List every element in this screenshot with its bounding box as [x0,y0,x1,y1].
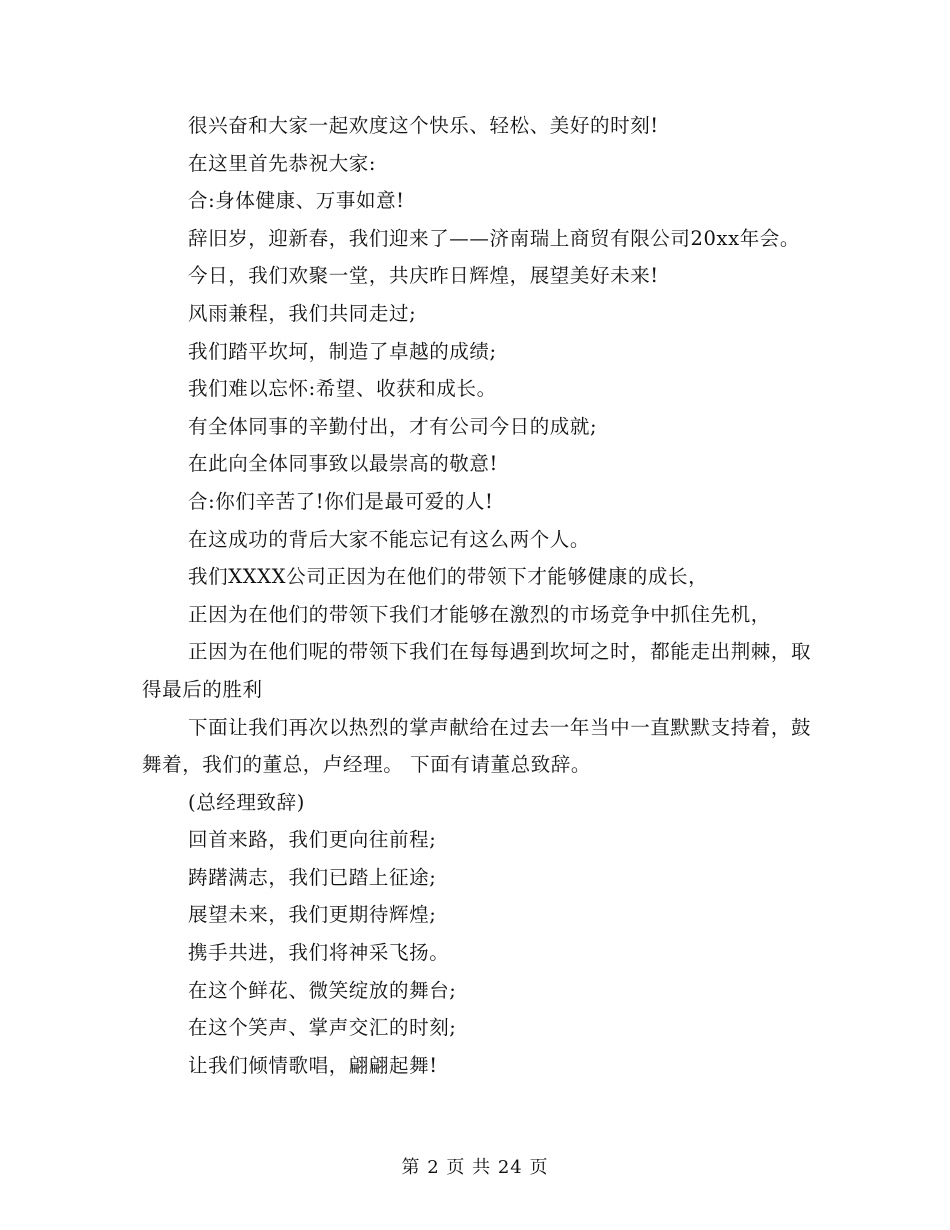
paragraph: 踌躇满志，我们已踏上征途; [188,865,437,889]
paragraph: 在这个鲜花、微笑绽放的舞台; [188,978,457,1002]
paragraph: 正因为在他们呢的带领下我们在每每遇到坎坷之时，都能走出荆棘，取得最后的胜利 [142,640,812,701]
page-number-footer: 第 2 页 共 24 页 [401,1157,549,1178]
paragraph: 展望未来，我们更期待辉煌; [188,903,437,927]
paragraph: 在这里首先恭祝大家: [188,151,377,175]
paragraph: 辞旧岁，迎新春，我们迎来了——济南瑞上商贸有限公司20xx年会。 [188,226,801,250]
paragraph: 很兴奋和大家一起欢度这个快乐、轻松、美好的时刻! [188,114,659,137]
paragraph: 今日，我们欢聚一堂，共庆昨日辉煌，展望美好未来! [188,264,659,288]
paragraph: 携手共进，我们将神采飞扬。 [188,941,450,965]
paragraph: (总经理致辞) [188,790,305,814]
paragraph: 在这个笑声、掌声交汇的时刻; [188,1016,457,1040]
paragraph: 在这成功的背后大家不能忘记有这么两个人。 [188,527,591,551]
paragraph: 让我们倾情歌唱，翩翩起舞! [188,1053,438,1077]
paragraph: 风雨兼程，我们共同走过; [188,301,417,325]
paragraph: 我们踏平坎坷，制造了卓越的成绩; [188,339,497,363]
paragraph: 下面让我们再次以热烈的掌声献给在过去一年当中一直默默支持着，鼓舞着，我们的董总，卢经理。 下面有请董总致辞。 [142,715,812,777]
document-body [142,107,812,1084]
paragraph: 正因为在他们的带领下我们才能够在激烈的市场竞争中抓住先机， [188,602,771,626]
paragraph: 回首来路，我们更向往前程; [188,828,437,852]
paragraph: 有全体同事的辛勤付出，才有公司今日的成就; [188,414,598,438]
paragraph: 在此向全体同事致以最崇高的敬意! [188,452,498,476]
paragraph: 我们XXXX公司正因为在他们的带领下才能够健康的成长， [188,565,709,589]
paragraph: 我们难以忘怀:希望、收获和成长。 [188,377,497,401]
paragraph: 合:身体健康、万事如意! [188,189,405,213]
paragraph: 合:你们辛苦了!你们是最可爱的人! [188,489,494,513]
